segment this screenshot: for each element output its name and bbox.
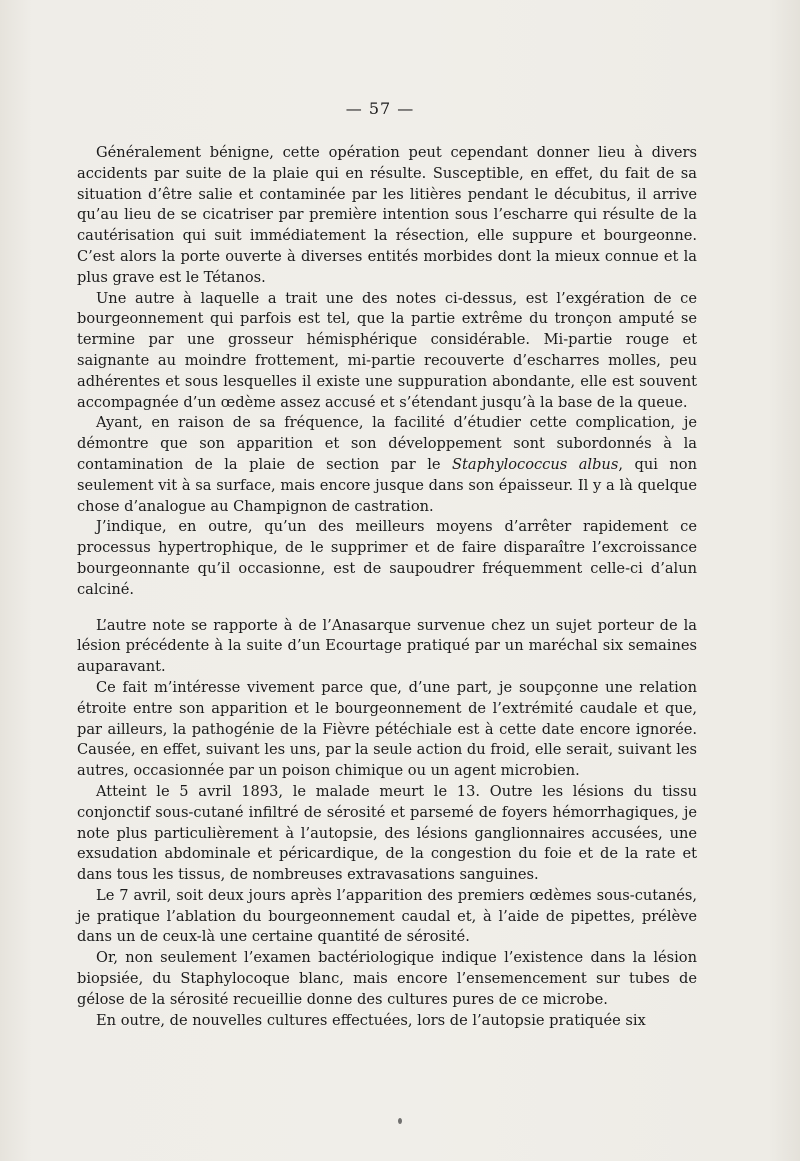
body-text (77, 143, 697, 1031)
paragraph: Une autre à laquelle a trait une des notes ci-dessus, est l’exgération de ce bourgeonnement qui parfois est tel, que la partie extrême du tronçon amputé se termine par une grosseur hémisphérique considérable. Mi-partie rouge et saignante au moindre frottement, mi-partie recouverte d’escharres molles, peu adhérentes et sous lesquelles il existe une suppuration abondante, elle est souvent accompagnée d’un œdème assez accusé et s’étendant jusqu’à la base de la queue. (77, 289, 697, 411)
paragraph: En outre, de nouvelles cultures effectuées, lors de l’autopsie pratiquée six (96, 1011, 646, 1029)
paragraph: Le 7 avril, soit deux jours après l’apparition des premiers œdèmes sous-cutanés, je pratique l’ablation du bourgeonnement caudal et, à l’aide de pipettes, prélève dans un de ceux-là une certaine quantité de sérosité. (77, 886, 697, 946)
paragraph: Ce fait m’intéresse vivement parce que, d’une part, je soupçonne une relation étroite entre son apparition et le bourgeonnement de l’extrémité caudale et que, par ailleurs, la pathogénie de la Fièvre pétéchiale est à cette date encore ignorée. Causée, en effet, suivant les uns, par la seule action du froid, elle serait, suivant les autres, occasionnée par un poison chimique ou un agent microbien. (77, 678, 697, 780)
paragraph: J’indique, en outre, qu’un des meilleurs moyens d’arrêter rapidement ce processus hypertrophique, de le supprimer et de faire disparaître l’excroissance bourgeonnante qu’il occasionne, est de saupoudrer fréquemment celle-ci d’alun calciné. (77, 518, 697, 598)
section-gap (77, 601, 697, 616)
page-number: — 57 — (345, 99, 415, 118)
paragraph: Atteint le 5 avril 1893, le malade meurt le 13. Outre les lésions du tissu conjonctif sous-cutané infiltré de sérosité et parsemé de foyers hémorrhagiques, je note plus particulièrement à l’autopsie, des lésions ganglionnaires accusées, une exsudation abdominale et péricardique, de la congestion du foie et de la rate et dans tous les tissus, de nombreuses extravasations sanguines. (77, 782, 697, 884)
paragraph: L’autre note se rapporte à de l’Anasarque survenue chez un sujet porteur de la lésion précédente à la suite d’un Ecourtage pratiqué par un maréchal six semaines auparavant. (77, 616, 697, 676)
paragraph: Or, non seulement l’examen bactériologique indique l’existence dans la lésion biopsiée, du Staphylocoque blanc, mais encore l’ensemencement sur tubes de gélose de la sérosité recueillie donne des cultures pures de ce microbe. (77, 949, 697, 1008)
paragraph-text: , qui non seulement vit à sa surface, mais encore jusque dans son épaisseur. Il y a là quelque chose d’analogue au Champignon de castration. (77, 455, 697, 515)
paragraph-text: Ayant, en raison de sa fréquence, la facilité d’étudier cette complication, je démontre que son apparition et son développement sont subordonnés à la contamination de la plaie de section par le (77, 414, 697, 473)
species-name: Staphylococcus albus (452, 455, 619, 473)
paragraph (77, 413, 697, 517)
paragraph: Généralement bénigne, cette opération peut cependant donner lieu à divers accidents par suite de la plaie qui en résulte. Susceptible, en effet, du fait de sa situation d’être salie et contaminée par les litières pendant le décubitus, il arrive qu’au lieu de se cicatriser par première intention sous l’escharre qui résulte de la cautérisation qui suit immédiatement la résection, elle suppure et bourgeonne. C’est alors la porte ouverte à diverses entités morbides dont la mieux connue et la plus grave est le Tétanos. (77, 144, 697, 286)
ink-speck (398, 1118, 402, 1124)
